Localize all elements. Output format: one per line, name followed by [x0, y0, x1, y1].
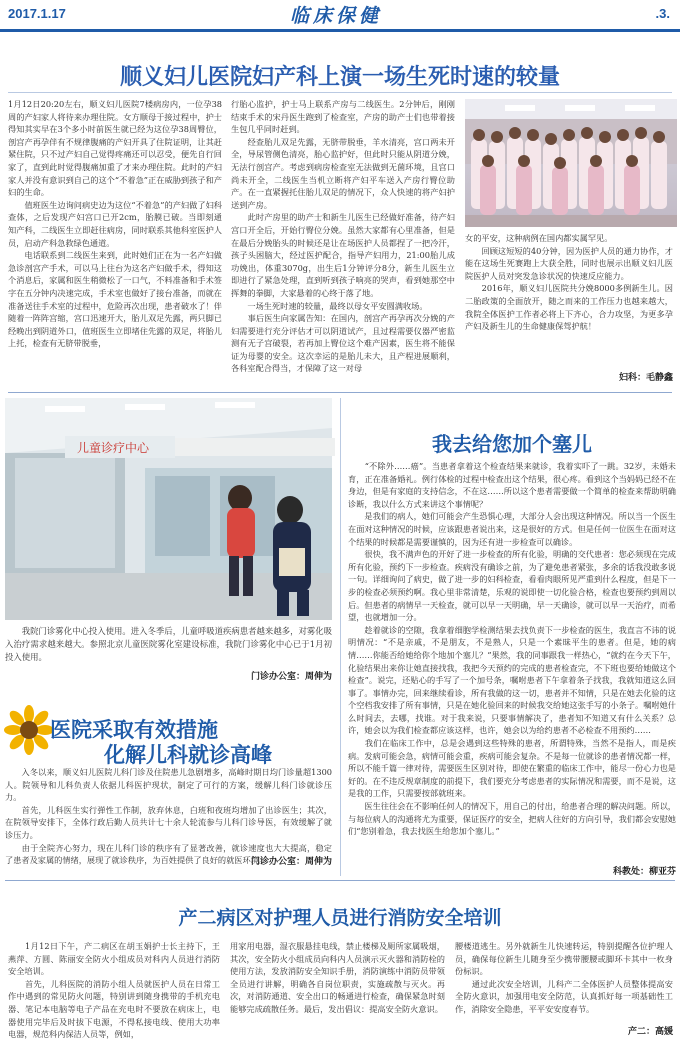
column-divider [340, 398, 341, 876]
section-title: 临床保健 [290, 5, 383, 27]
sunflower-icon [5, 706, 53, 754]
article4-byline: 产二：高媛 [627, 1027, 673, 1037]
article2-byline: 科教处：柳亚芬 [612, 867, 676, 877]
staff-group-photo [465, 99, 677, 227]
article3-byline: 门诊办公室：周伸为 [250, 857, 332, 867]
article1-title: 顺义妇儿医院妇产科上演一场生死时速的较量 [119, 64, 560, 90]
issue-date: 2017.1.17 [8, 6, 66, 21]
article3-title-line2: 化解儿科就诊高峰 [104, 742, 272, 767]
article1-byline: 妇科：毛静鑫 [618, 373, 673, 383]
section-divider [8, 392, 672, 393]
article3-body: 入冬以来，顺义妇儿医院儿科门诊及住院患儿急剧增多，高峰时期日均门诊量超1300人。院领导和儿科负责人依据儿科医护现状，制定了可行的方案，缓解儿科门诊就诊压力。 首先，儿科医生实行弹性工作制，放弃休息，白班和夜班均增加了出诊医生；其次，在院领导安排下，全体行政后勤人员共计七十余人轮流参与儿科门诊导医，有效缓解了就诊压力。 由于全院齐心努力，现在儿科门诊的秩序有了显著改善，就诊速度也大大提高，稳定了患者及家属的情绪，展现了就诊秩序，为百姓提供了良好的就医环境。 [5, 767, 332, 866]
article4-col1: 1月12日下午，产二病区在胡玉娟护士长主持下，王燕萍、方圆、陈丽安全防火小组成员对科内人员进行消防安全培训。 首先，儿科医院的消防小组人员就医护人员在日常工作中遇到的常见防火问题，特别讲到随身携带的手机充电器、笔记本电脑等电子产品在充电时不要放在病床上，电器使用完毕后及时拔下电源，不得私接电线、使用大功率电器，规范科内保洁人员等，例如， [8, 941, 220, 1040]
title-divider [8, 92, 672, 93]
article4-col3: 腰楼道逃生。另外就新生儿快速转运，特别提醒各位护理人员，确保每位新生儿随身至少携带腰腰或脚环卡其中一枚身份标识。 通过此次安全培训，儿科产二全体医护人员整体提高安全防火意识，加强用电安全防范，认真抓好每一项基础性工作，消除安全隐患，平平安安度春节。 [455, 941, 673, 1014]
article1-col2: 行胎心监护，护士马上联系产房与二线医生。2分钟后，刚刚结束手术的宋丹医生跑到了检查室，产房的助产士们也带着接生包几乎同时赶到。 经查胎儿双足先露，无脐带脱垂，羊水清亮，宫口两未开全，导尿管侧色清亮，胎心监护好，但此时只能从阴道分娩，无法行剖宫产。考虑到病房检查室无法做到无菌环境，且宫口尚未开全，二线医生当机立断将产妇平车送入产房行臀位助产。在一直紧握托住胎儿双足的情况下，众人快速的将产妇护送到产房。 此时产房里的助产士和新生儿医生已经做好准备，待产妇宫口开全后，开始行臀位分娩。虽然大家都有心里准备，但是在最后分娩胎头的时候还是让在场医护人员都捏了一把冷汗，孩子头困脑大，经过医护配合，指导产妇用力，21:00胎儿成功娩出，体重3070g，出生后1分钟评分8分，新生儿医生立即进行了紧急处理，直到听到孩子响亮的哭声，看到她那空中挥舞的拳脚，大家悬着的心终于落了地。 一场生死时速的较量，最终以母女平安圆满收场。 事后医生向家属告知：在国内，剖宫产再孕再次分娩的产妇需要进行充分评估才可以阴道试产，且过程需要仪器严密监测有无子宫破裂，若再加上臀位这个难产因素，医生将不能保证为母婴的安全。这次幸运的是胎儿未大，且产程进展顺利，各科室配合得当，才保障了这一对母 [231, 99, 455, 374]
article2-body: “不除外……癌”。当患者拿着这个检查结果来就诊，我着实吓了一跳。32岁，未婚未育，正在准备婚礼。例行体检的过程中检查出这个结果，很心疼。看到这个当妈妈已经不在身边，但是有家庭的支持信念，不在这……所以这个患者需要做一个简单的检查来帮助明确诊断，我以什么方式来讲这个事情呢？ 是我们的病人，她们可能会产生恐惧心理，大部分人会出现这种情况。所以当一个医生在面对这种情况的时候，应该跟患者说出来，这是很好的方式。但是任何一位医生在面对这个结果的时候都是需要谨慎的，因为还有进一步检查可以确诊。 很快，我不满声色的开好了进一步检查的所有化验，明确的交代患者：您必须现在完成所有化验，预约下一步检查。疾病没有确诊之前，为了避免患者紧张，多余的话我没敢多说一句。详细询问了病史，做了进一步的妇科检查，看看肉眼所见严重到什么程度，但是下一步的检查必须预约啊。我心里非常清楚，乐观的说即使一切化验合格，检查也要预约到周以后。但患者的病情早一天检查，就可以早一天明确，早一天确诊，就可以早一天治疗，而希望，也就增加一分。 趁着就诊的空隙，我拿着细胞学检测结果去找负责下一步检查的医生，我直言不讳的说明情况：“不是亲戚，不是朋友，不是熟人，只是一个素昧平生的患者。但是，她的病情……你能否给她给你个地加个塞儿？”果然，我的同事跟我一样热心，“就约在今天下午，化验结果出来你让她直接找我，我把今天预约的完成的患者检查完，不下班也要给她做这个检查”。说完，还贴心的手写了一个加号条，嘱咐患者下午拿着条子找我，我就知道这么回事了。事情办完，回来继续看诊，所有我做的这一切，患者并不知情，只是在她去化验的这个空档我安排了所有事情，只是在她化验回来的时候我交给她这张手写的小条子。嘱咐她什么时间去，去哪，找谁。对于我来说，只要事情解决了，患者知不知道又有什么关系？总许，她会以为我们检查都应该这样，也许，她会以为给约患者不必检查不用预约…… 我们在临床工作中，总是会遇到这些特殊的患者，所谓特殊，当然不是指人，而是疾病。发病可能会急，病情可能会重，疾病可能会复杂。不是每一位就诊的患者情况都一样，所以不能千篇一律对待，需要医生区别对待，即使在繁重的临床工作中，能尽一份心力也是好的。在不违反规章制度的前提下，我们要充分考虑患者的实际情况和需要，而不是说，这是我的工作，只需要按部就班来。 医生往往会在不影响任何人的情况下，用自己的付出，给患者合理的解决问题。所以，与每位病人的沟通将尤为重要，保证医疗的安全，把病人往好的方向引导，我们都会安慰她们“您别着急，我去找医生给您加个塞儿。” [348, 461, 676, 837]
article3-title-line1: 医院采取有效措施 [50, 717, 218, 742]
clinic-sign: 儿童诊疗中心 [77, 441, 150, 455]
page-number: .3. [655, 6, 670, 21]
photo2-caption: 我院门诊雾化中心投入使用。进入冬季后，儿童呼吸道疾病患者越来越多，对雾化吸入治疗需求越来越大。参照北京儿童医院雾化室建设标准，我院门诊雾化中心已于1月初投入使用。 [5, 626, 332, 662]
article4-title: 产二病区对护理人员进行消防安全培训 [178, 907, 502, 929]
article1-col3: 女的平安，这种病例在国内都实属罕见。 回顾这短短的40分钟，因为医护人员的通力协作，才能在这场生死赛跑上大获全胜，同时也展示出顺义妇儿医院医护人员对突发急诊状况的快速反应能力。 2016年，顺义妇儿医院共分娩8000多例新生儿。因二胎政策的全面放开，随之而来的工作压力也越来越大，我院全体医护工作者必将上下齐心，合力攻坚，为更多孕产妇及新生儿的生命健康保驾护航！ [465, 233, 673, 332]
caption2-byline: 门诊办公室：周伸为 [250, 672, 332, 682]
nebulization-center-photo [5, 398, 332, 620]
article2-title: 我去给您加个塞儿 [432, 432, 592, 456]
article1-col1: 1月12日20:20左右，顺义妇儿医院7楼病房内，一位孕38周的产妇家人将待来办理住院。女方顺母于接过程中，护士得知其实早在3个多小时前医生就已经为这位孕38周臀位，剖宫产再孕伴有不规律腹痛的产妇开具了住院证明，让其赶紧住院，只不过产妇自己觉得疼痛还可以忍受，便先自行回家了，直到此时觉得腹痛加重了才来办理住院。此时的产妇家人并没有意识到自己的这个“不着急”正在威胁到孩子和产妇的生命。 值班医生边询问病史边为这位“不着急”的产妇做了妇科查体，之后发现产妇宫口已开2cm，胎膜已破。当即刻通知产科，二线医生立即赶往病房，同时联系其他科室医护人员，启动产科急救绿色通道。 电话联系到二线医生来到，此时她们正在为一名产妇做急诊剖宫产手术，可以马上往台为这名产妇做手术，得知这个消息后，家属和医生稍微松了一口气，不料准备和手术签字在五分钟内决速完成，手术室也做好了接台准备，而就在准备送往手术室的过程中，危险再次出现，患者破水了！伴随着一阵阵宫缩，宫口迅速开大，胎儿双足先露，两只脚已经晚出到阴道外口，值班医生立即堵住先露的双足，将胎儿上托，检查有无脐带脱垂， [8, 99, 222, 349]
section-divider-2 [5, 880, 675, 881]
header-divider [0, 29, 680, 32]
article4-col2: 用家用电器，湿衣服悬挂电线，禁止楼梯及厕所家属吸烟，其次，安全防火小组成员向科内人员演示灭火器和消防栓的使用方法，发放消防安全知识手册，消防演练中消防员带领全员进行讲解，明确各自岗位职责，实施疏散与灭火。再次，对消防通道、安全出口的畅通进行检查，确保紧急时刻能够完成疏散任务。最后，发出倡议：提高安全防火意识。 [230, 941, 445, 1014]
